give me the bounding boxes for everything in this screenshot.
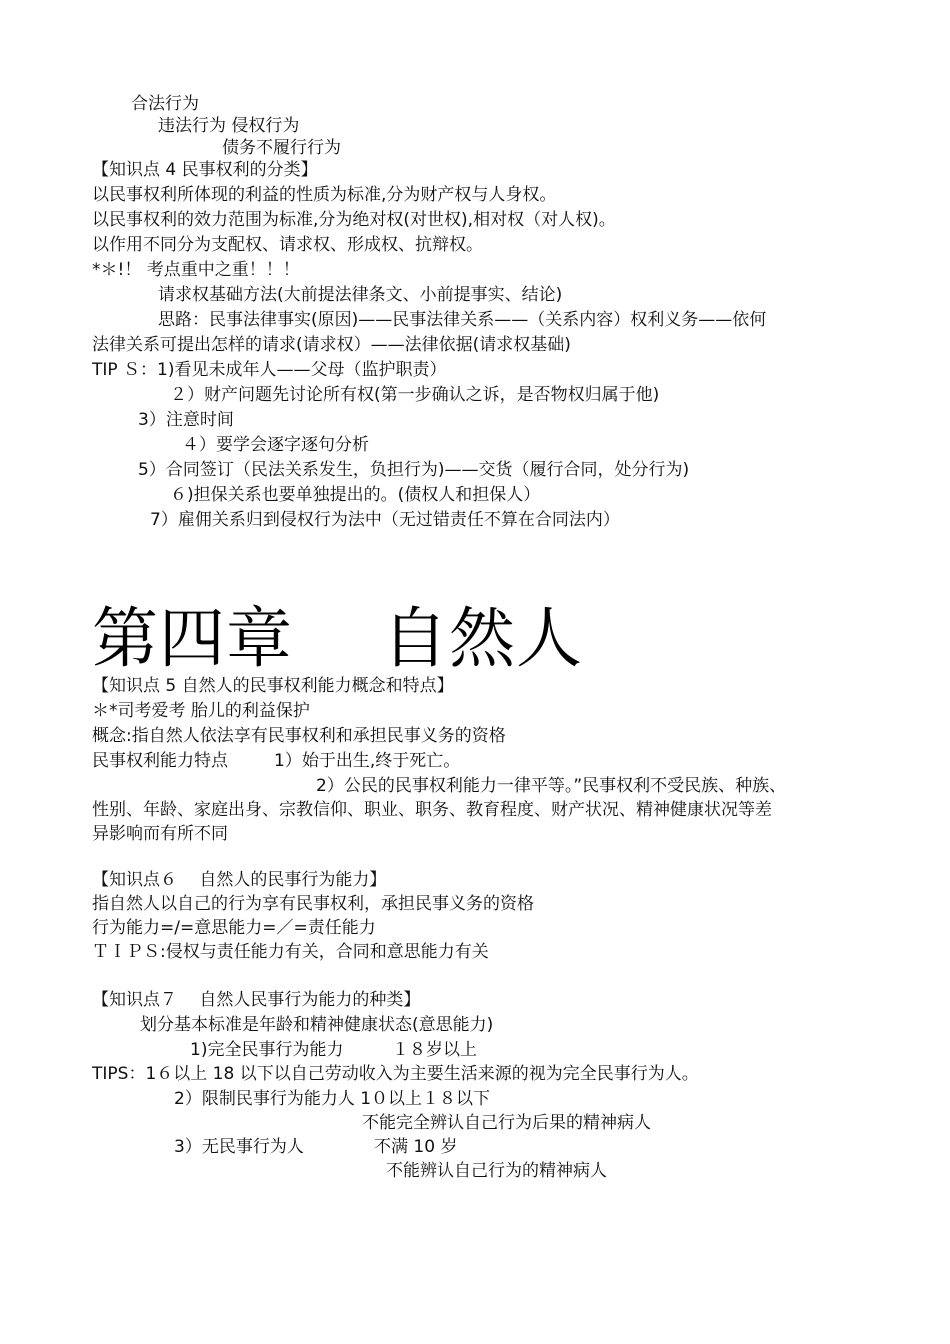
kp4-line-2: 以民事权利的效力范围为标准,分为绝对权(对世权),相对权（对人权)。 (92, 210, 616, 230)
kp6-relation: 行为能力=/=意思能力=／=责任能力 (92, 918, 376, 938)
kp7-limited-mental: 不能完全辨认自己行为后果的精神病人 (362, 1113, 651, 1133)
kp5-feature-2-line-2: 性别、年龄、家庭出身、宗教信仰、职业、职务、教育程度、财产状况、精神健康状况等差 (92, 800, 772, 820)
kp7-heading: 【知识点７ 自然人民事行为能力的种类】 (92, 990, 421, 1010)
kp7-none-age: 不满 10 岁 (374, 1137, 458, 1157)
kp7-none-label: 3）无民事行为人 (174, 1137, 304, 1157)
kp6-heading: 【知识点６ 自然人的民事行为能力】 (92, 870, 387, 890)
kp4-heading: 【知识点 4 民事权利的分类】 (92, 160, 318, 180)
kp4-line-1: 以民事权利所体现的利益的性质为标准,分为财产权与人身权。 (92, 185, 557, 205)
kp4-emphasis: *＊!！ 考点重中之重！！！ (92, 260, 300, 280)
kp4-approach-1: 思路：民事法律事实(原因)——民事法律关系——（关系内容）权利义务——依何 (158, 310, 767, 330)
kp5-feature-1: 1）始于出生,终于死亡。 (274, 751, 461, 771)
kp7-basis: 划分基本标准是年龄和精神健康状态(意思能力) (140, 1015, 494, 1035)
illegal-act-line: 违法行为 侵权行为 (158, 116, 300, 136)
kp4-tip-3: 3）注意时间 (138, 410, 234, 430)
kp4-method: 请求权基础方法(大前提法律条文、小前提事实、结论) (158, 285, 563, 305)
kp4-tip-5: 5）合同签订（民法关系发生，负担行为)——交货（履行合同，处分行为) (138, 460, 690, 480)
kp5-exam-note: ＊*司考爱考 胎儿的利益保护 (92, 701, 310, 721)
legal-act-line: 合法行为 (131, 94, 199, 114)
kp4-tip-2: ２）财产问题先讨论所有权(第一步确认之诉，是否物权归属于他) (170, 385, 660, 405)
kp7-full-age: １８岁以上 (392, 1040, 477, 1060)
kp5-feature-label: 民事权利能力特点 (92, 751, 228, 771)
chapter-title: 第四章 自然人 (92, 600, 583, 677)
kp4-approach-2: 法律关系可提出怎样的请求(请求权）——法律依据(请求权基础) (92, 335, 571, 355)
debt-default-line: 债务不履行行为 (222, 138, 341, 158)
kp7-full-label: 1)完全民事行为能力 (190, 1040, 344, 1060)
kp4-line-3: 以作用不同分为支配权、请求权、形成权、抗辩权。 (92, 235, 483, 255)
kp5-concept: 概念:指自然人依法享有民事权利和承担民事义务的资格 (92, 726, 506, 746)
kp5-heading: 【知识点 5 自然人的民事权利能力概念和特点】 (92, 676, 454, 696)
kp5-feature-2-line-3: 异影响而有所不同 (92, 824, 228, 844)
kp4-tip-6: ６)担保关系也要单独提出的。(债权人和担保人） (170, 485, 541, 505)
kp5-feature-2-line-1: 2）公民的民事权利能力一律平等。”民事权利不受民族、种族、 (316, 776, 787, 796)
kp4-tip-7: 7）雇佣关系归到侵权行为法中（无过错责任不算在合同法内） (150, 510, 620, 530)
kp7-tips: TIPS：1６以上 18 以下以自己劳动收入为主要生活来源的视为完全民事行为人。 (92, 1064, 699, 1084)
kp6-definition: 指自然人以自己的行为享有民事权利，承担民事义务的资格 (92, 894, 534, 914)
kp7-none-mental: 不能辨认自己行为的精神病人 (386, 1161, 607, 1181)
kp4-tip-1: TIP Ｓ：1)看见未成年人——父母（监护职责） (92, 360, 447, 380)
kp6-tips: ＴＩＰＳ:侵权与责任能力有关，合同和意思能力有关 (92, 942, 489, 962)
kp4-tip-4: ４）要学会逐字逐句分析 (182, 435, 369, 455)
kp7-limited-label: 2）限制民事行为能力人 1０以上１８以下 (174, 1089, 491, 1109)
